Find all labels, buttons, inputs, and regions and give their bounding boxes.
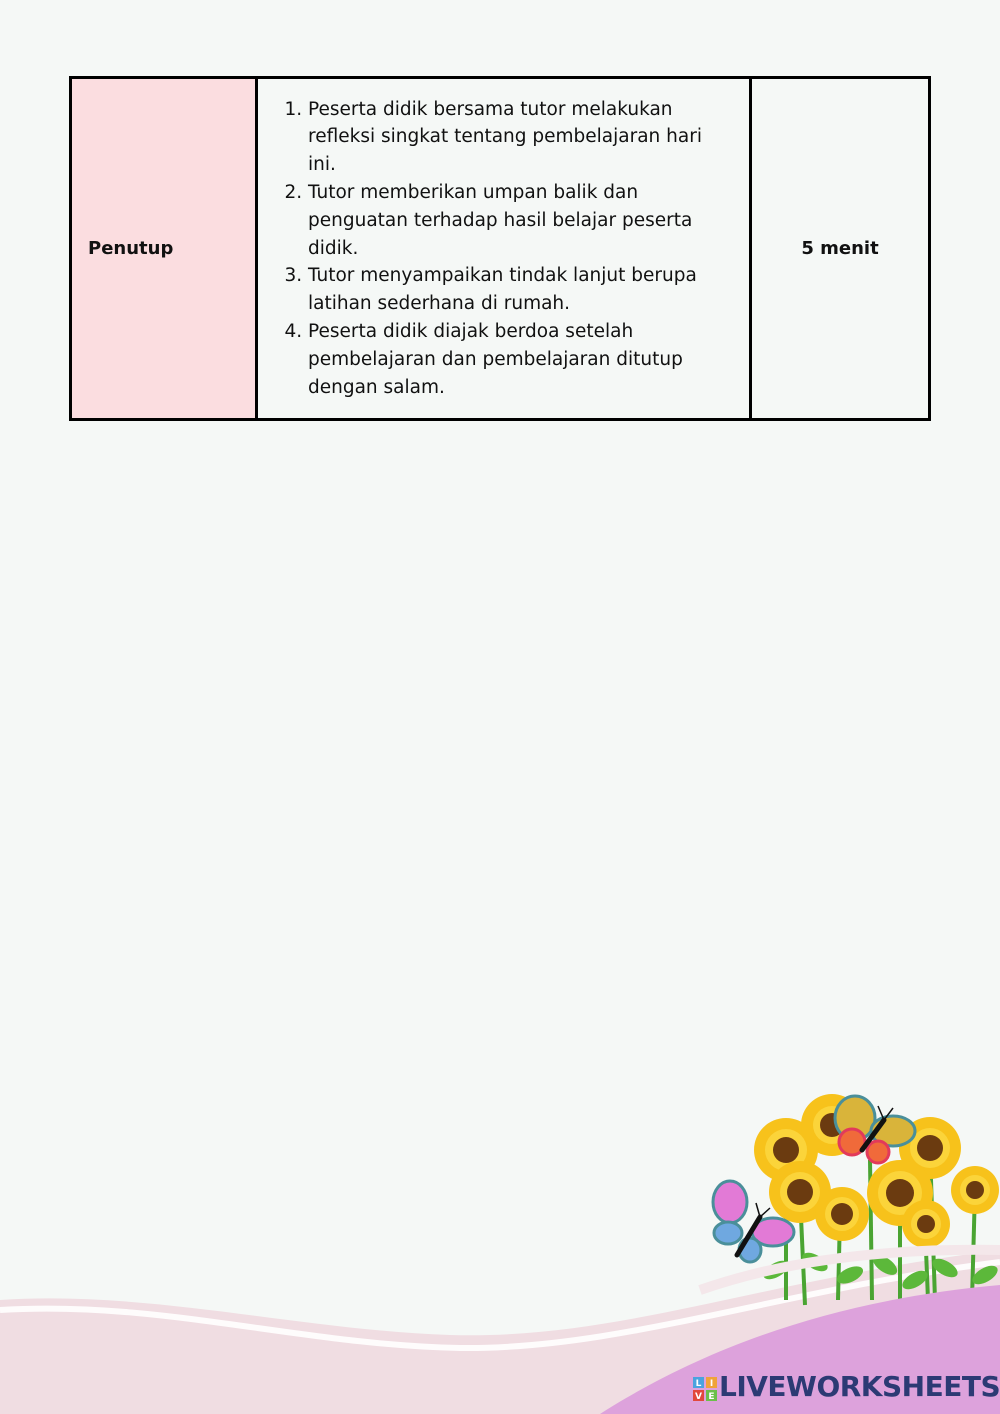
logo-badge xyxy=(693,1377,717,1405)
logo-letter: I xyxy=(709,1379,714,1389)
sunflower xyxy=(815,1187,869,1241)
logo-letter: E xyxy=(708,1392,715,1401)
logo-letter: V xyxy=(695,1392,702,1401)
list-item: 4. Peserta didik diajak berdoa setelah pembelajaran dan pembelajaran ditutup dengan salam. xyxy=(308,318,729,401)
sunflower xyxy=(951,1166,999,1214)
list-item: 3. Tutor menyampaikan tindak lanjut berupa latihan sederhana di rumah. xyxy=(308,262,729,318)
sunflower xyxy=(902,1200,950,1248)
list-item: 2. Tutor memberikan umpan balik dan penguatan terhadap hasil belajar peserta didik. xyxy=(308,179,729,262)
liveworksheets-logo[interactable]: LIVEWORKSHEETS xyxy=(719,1370,1000,1403)
duration-label: 5 menit xyxy=(801,238,879,259)
list-item: 1. Peserta didik bersama tutor melakukan refleksi singkat tentang pembelajaran hari ini. xyxy=(308,96,729,179)
logo-icon xyxy=(693,1377,717,1401)
logo-letter: L xyxy=(695,1379,702,1389)
phase-label: Penutup xyxy=(88,238,174,259)
